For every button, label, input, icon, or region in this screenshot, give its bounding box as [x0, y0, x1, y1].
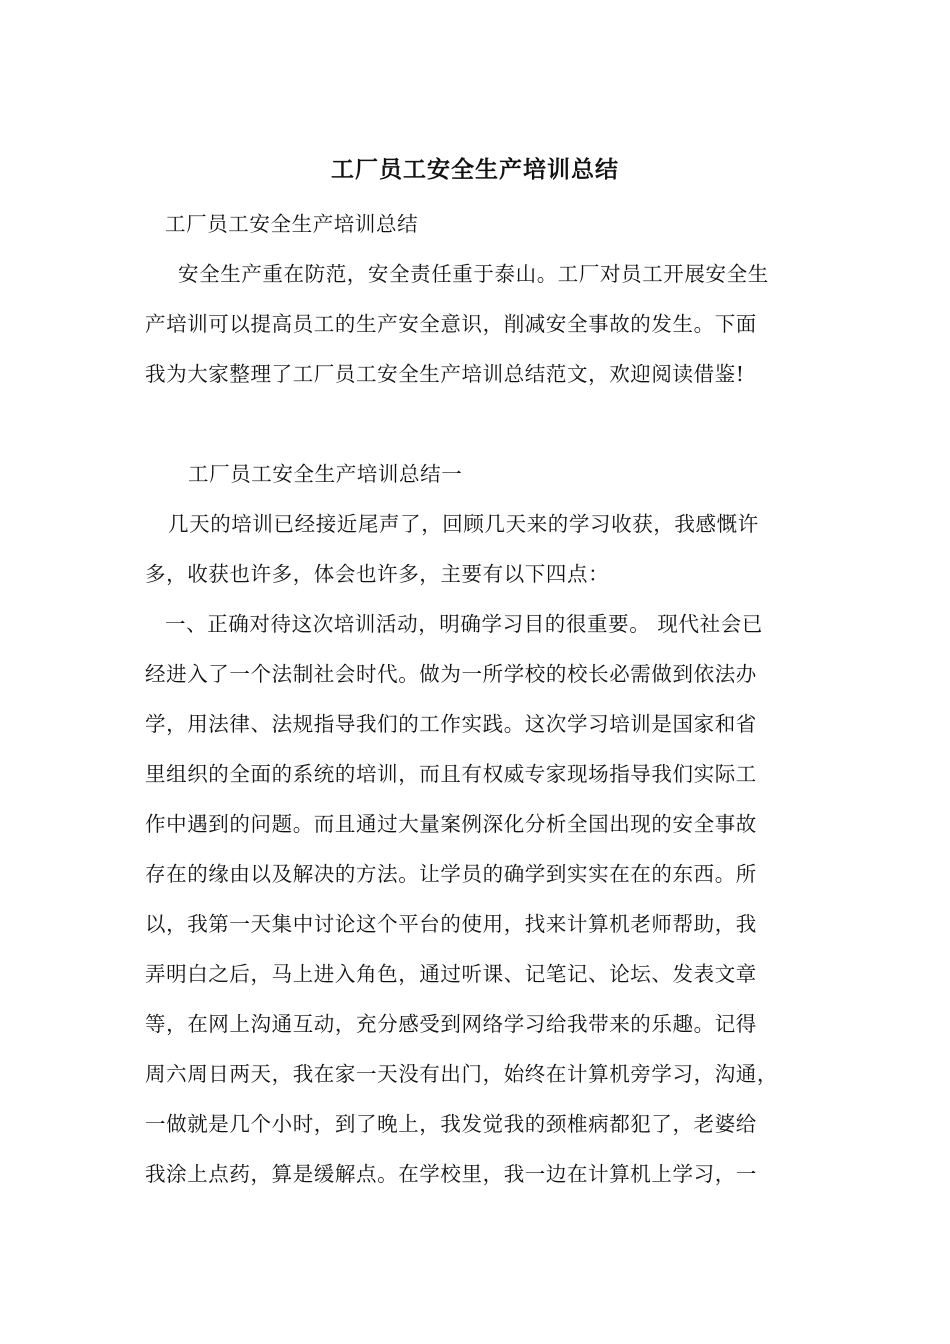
text-line: 以，我第一天集中讨论这个平台的使用，找来计算机老师帮助，我 — [145, 912, 757, 936]
text-line: 作中遇到的问题。而且通过大量案例深化分析全国出现的安全事故 — [145, 812, 757, 836]
text-line: 一、正确对待这次培训活动，明确学习目的很重要。 现代社会已 — [165, 612, 763, 636]
text-line: 我涂上点药，算是缓解点。在学校里，我一边在计算机上学习，一 — [145, 1162, 757, 1186]
text-line: 弄明白之后，马上进入角色，通过听课、记笔记、论坛、发表文章 — [145, 962, 757, 986]
text-line: 我为大家整理了工厂员工安全生产培训总结范文，欢迎阅读借鉴! — [145, 362, 745, 386]
text-line: 周六周日两天，我在家一天没有出门，始终在计算机旁学习，沟通， — [145, 1062, 778, 1086]
text-line: 等，在网上沟通互动，充分感受到网络学习给我带来的乐趣。记得 — [145, 1012, 757, 1036]
document-title: 工厂员工安全生产培训总结 — [331, 156, 619, 183]
text-line: 多，收获也许多，体会也许多，主要有以下四点： — [145, 562, 610, 586]
text-line: 产培训可以提高员工的生产安全意识，削减安全事故的发生。下面 — [145, 312, 757, 336]
subtitle-line: 工厂员工安全生产培训总结 — [165, 212, 419, 236]
text-line: 一做就是几个小时，到了晚上，我发觉我的颈椎病都犯了，老婆给 — [145, 1112, 757, 1136]
text-line: 安全生产重在防范，安全责任重于泰山。工厂对员工开展安全生 — [178, 262, 769, 286]
text-line: 学，用法律、法规指导我们的工作实践。这次学习培训是国家和省 — [145, 712, 757, 736]
text-line: 几天的培训已经接近尾声了，回顾几天来的学习收获，我感慨许 — [168, 512, 759, 536]
text-line: 存在的缘由以及解决的方法。让学员的确学到实实在在的东西。所 — [145, 862, 757, 886]
section-heading: 工厂员工安全生产培训总结一 — [188, 462, 463, 486]
text-line: 经进入了一个法制社会时代。做为一所学校的校长必需做到依法办 — [145, 662, 757, 686]
text-line: 里组织的全面的系统的培训，而且有权威专家现场指导我们实际工 — [145, 762, 757, 786]
